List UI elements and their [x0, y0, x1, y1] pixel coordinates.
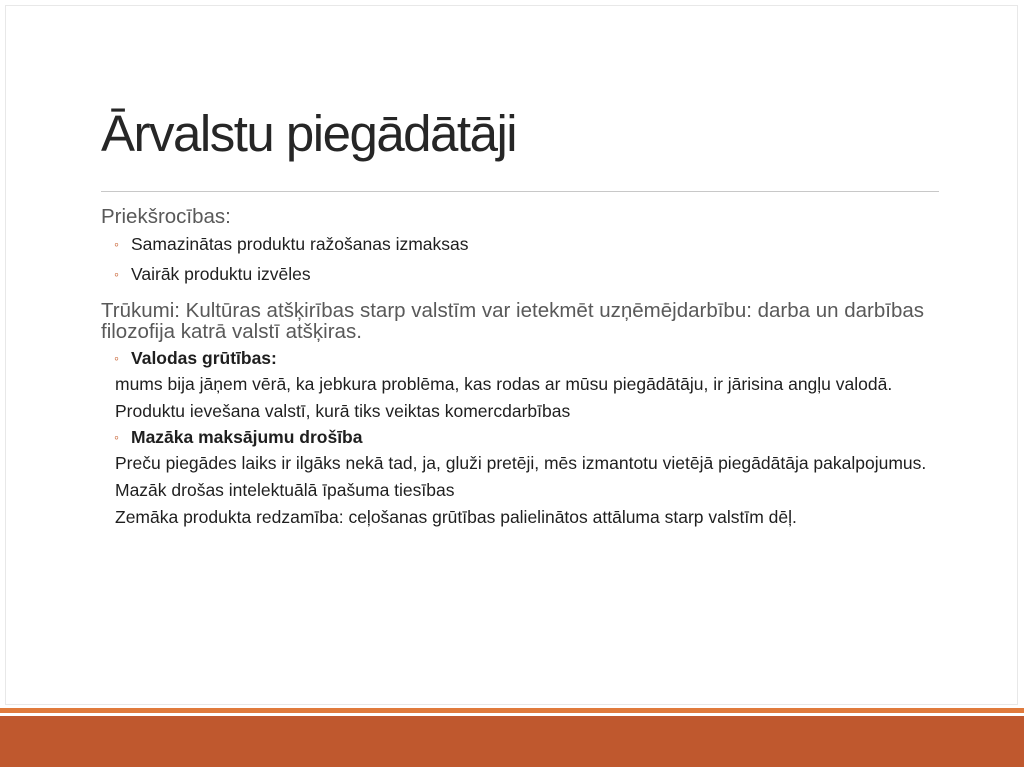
bullet-icon: ◦: [114, 266, 119, 282]
title-divider: [101, 191, 939, 192]
visibility-text: Zemāka produkta redzamība: ceļošanas grūtības palielinātos attāluma starp valstīm dēļ.: [115, 507, 797, 527]
payment-heading: Mazāka maksājumu drošība: [131, 427, 363, 447]
disadvantage-subheading: [101, 428, 941, 447]
bullet-icon: ◦: [114, 350, 119, 366]
delivery-text: Preču piegādes laiks ir ilgāks nekā tad, ja, gluži pretēji, mēs izmantotu vietējā piegādātāja pakalpojumus.: [115, 453, 927, 473]
footer-accent-line: [0, 708, 1024, 713]
slide-title: Ārvalstu piegādātāji: [101, 105, 517, 162]
advantages-heading: Priekšrocības:: [101, 205, 231, 228]
import-text: Produktu ievešana valstī, kurā tiks veiktas komercdarbības: [115, 401, 571, 421]
language-heading: Valodas grūtības:: [131, 348, 277, 368]
slide-body: [101, 206, 941, 526]
language-text: mums bija jāņem vērā, ka jebkura problēma, kas rodas ar mūsu piegādātāju, ir jārisina angļu valodā.: [115, 374, 893, 394]
disadvantages-heading: Trūkumi: Kultūras atšķirības starp valstīm var ietekmēt uzņēmējdarbību: darba un darbības filozofija katrā valstī atšķiras.: [101, 299, 925, 343]
advantage-text: Vairāk produktu izvēles: [131, 264, 311, 284]
disadvantage-subheading: [101, 349, 941, 368]
advantage-item: [101, 265, 941, 284]
advantage-item: [101, 235, 941, 254]
advantage-text: Samazinātas produktu ražošanas izmaksas: [131, 234, 469, 254]
bullet-icon: ◦: [114, 429, 119, 445]
ip-text: Mazāk drošas intelektuālā īpašuma tiesības: [115, 480, 455, 500]
footer-band: [0, 716, 1024, 767]
bullet-icon: ◦: [114, 236, 119, 252]
